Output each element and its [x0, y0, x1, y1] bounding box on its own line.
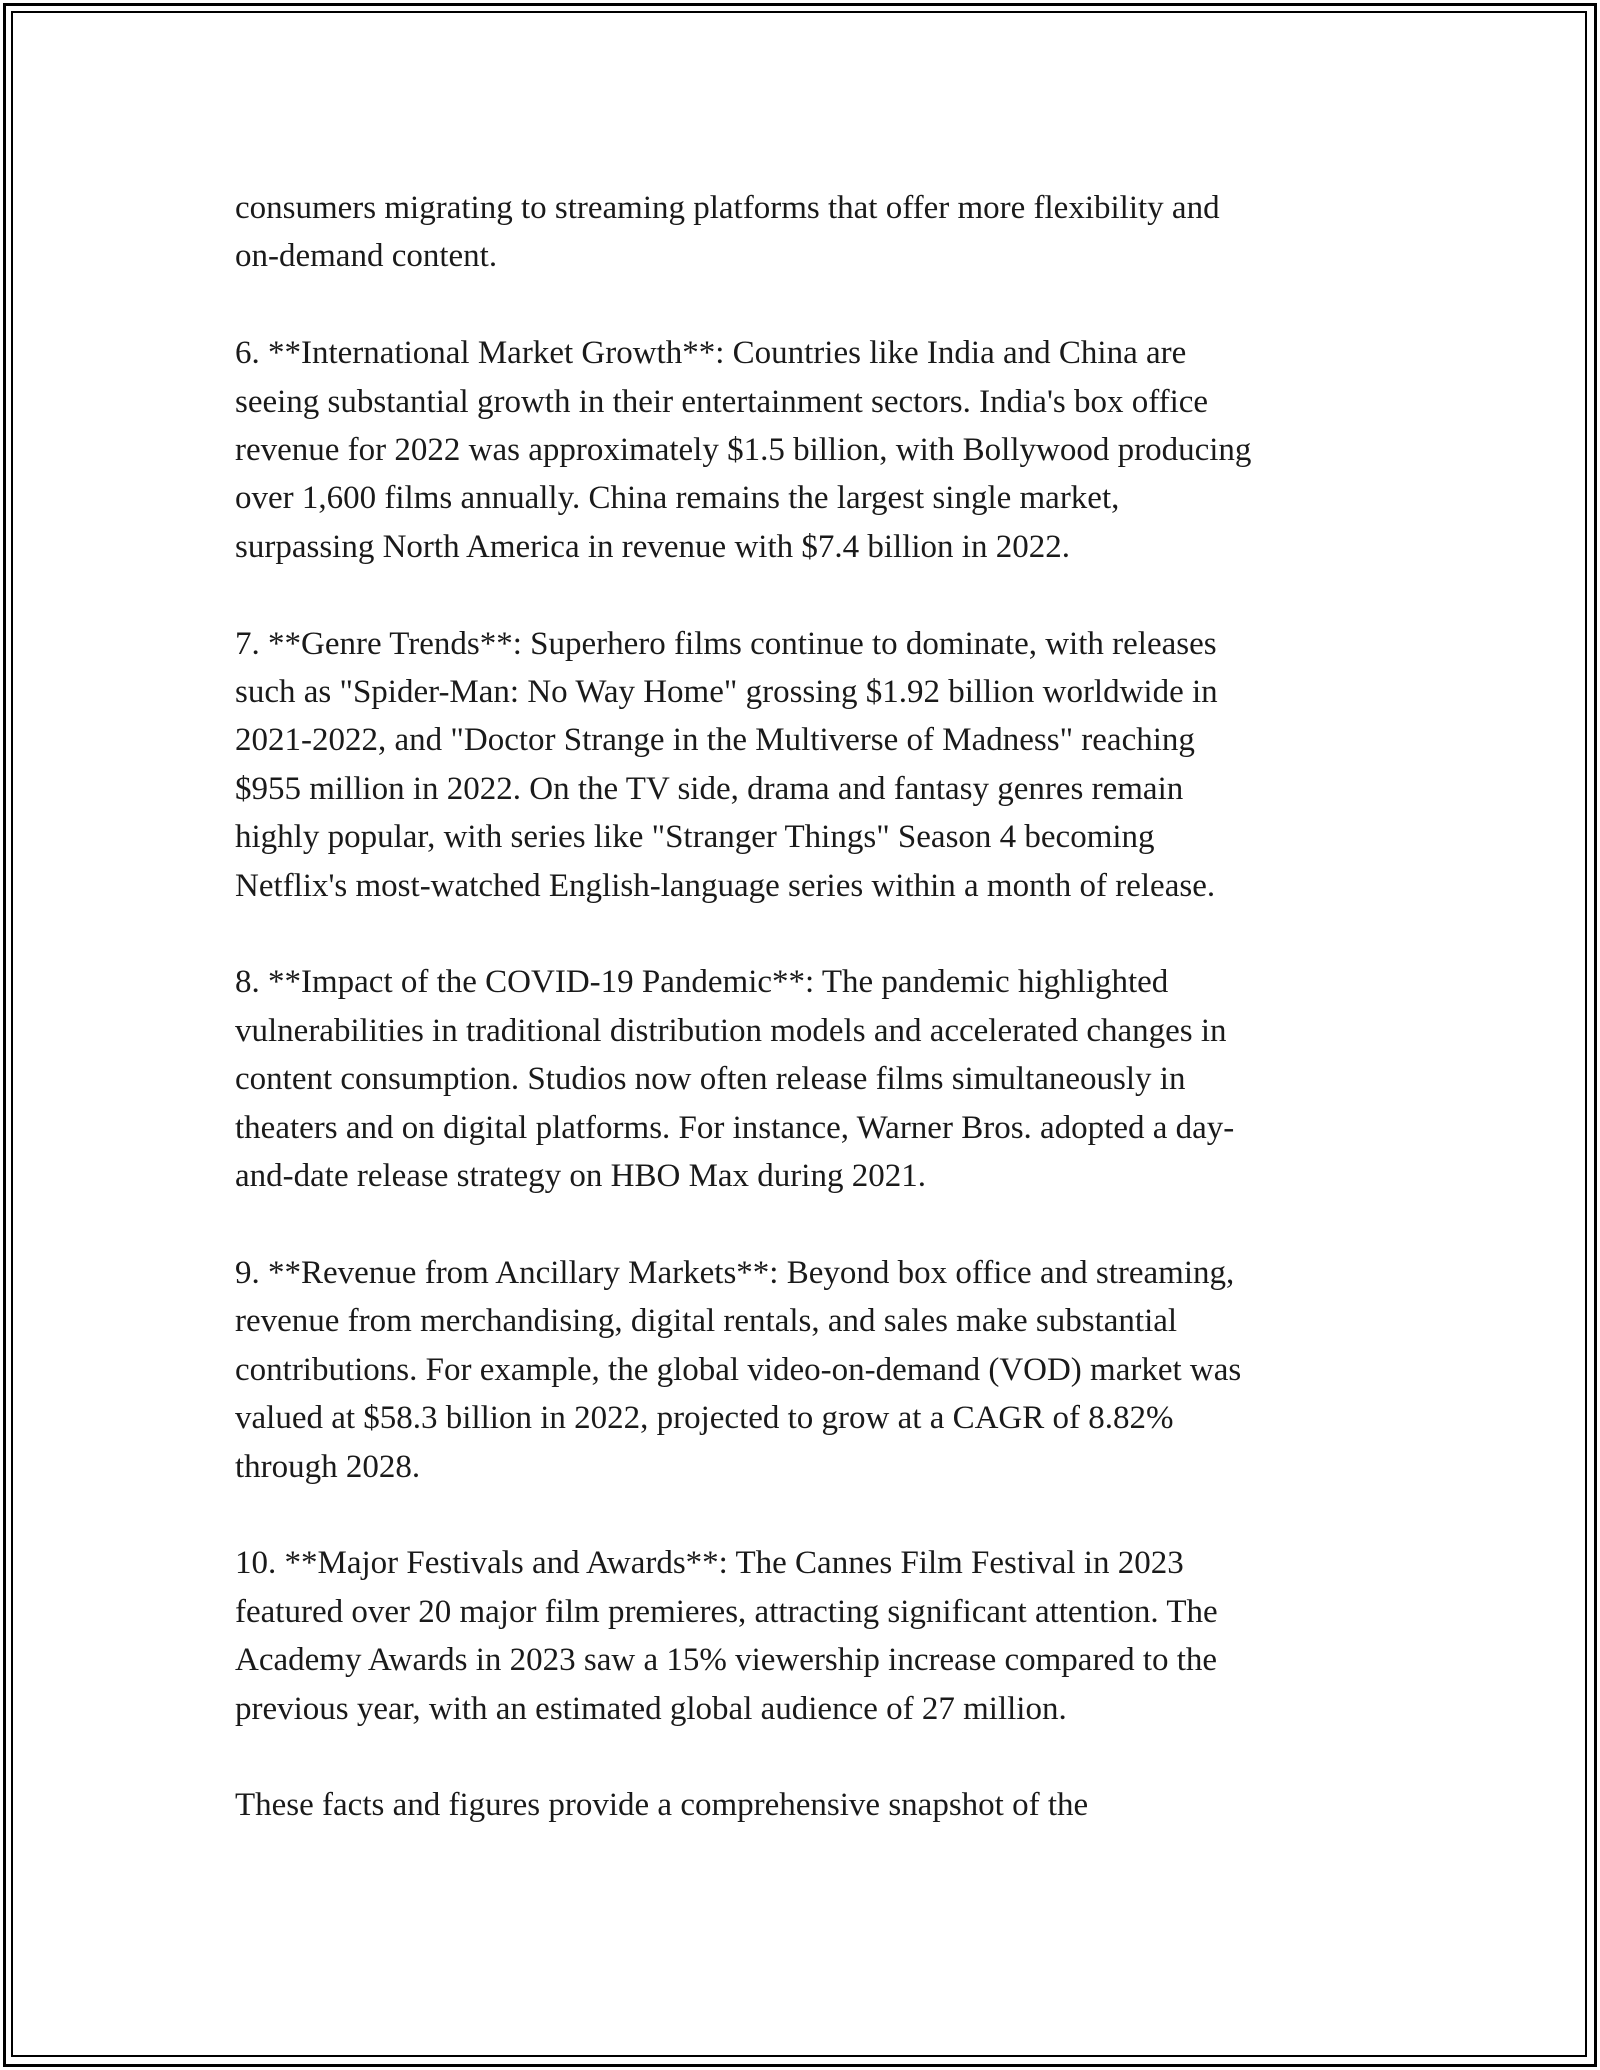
paragraph-ancillary-markets: 9. **Revenue from Ancillary Markets**: Beyond box office and streaming, revenue from merchandising, digital rentals, and sales make substantial contributions. For example, the global video-on-demand (VOD) market was valued at $58.3 billion in 2022, projected to grow at a CAGR of 8.82% through 2028. — [235, 1254, 1242, 1485]
paragraph-continuation: consumers migrating to streaming platforms that offer more flexibility and on-demand content. — [235, 190, 1220, 275]
paragraph-closing: These facts and figures provide a comprehensive snapshot of the — [235, 1787, 1089, 1824]
document-body — [235, 184, 1385, 1830]
paragraph-international-market-growth: 6. **International Market Growth**: Countries like India and China are seeing substantial growth in their entertainment sectors. India's box office revenue for 2022 was approximately $1.5 billion, with Bollywood producing over 1,600 films annually. China remains the largest single market, surpassing North America in revenue with $7.4 billion in 2022. — [235, 335, 1252, 565]
paragraph-festivals-awards: 10. **Major Festivals and Awards**: The Cannes Film Festival in 2023 featured over 20 major film premieres, attracting significant attention. The Academy Awards in 2023 saw a 15% viewership increase compared to the previous year, with an estimated global audience of 27 million. — [235, 1545, 1218, 1727]
paragraph-genre-trends: 7. **Genre Trends**: Superhero films continue to dominate, with releases such as "Spider-Man: No Way Home" grossing $1.92 billion worldwide in 2021-2022, and "Doctor Strange in the Multiverse of Madness" reaching $955 million in 2022. On the TV side, drama and fantasy genres remain highly popular, with series like "Stranger Things" Season 4 becoming Netflix's most-watched English-language series within a month of release. — [235, 625, 1218, 904]
paragraph-covid-impact: 8. **Impact of the COVID-19 Pandemic**: The pandemic highlighted vulnerabilities in traditional distribution models and accelerated changes in content consumption. Studios now often release films simultaneously in theaters and on digital platforms. For instance, Warner Bros. adopted a day- and-date release strategy on HBO Max during 2021. — [235, 964, 1235, 1195]
